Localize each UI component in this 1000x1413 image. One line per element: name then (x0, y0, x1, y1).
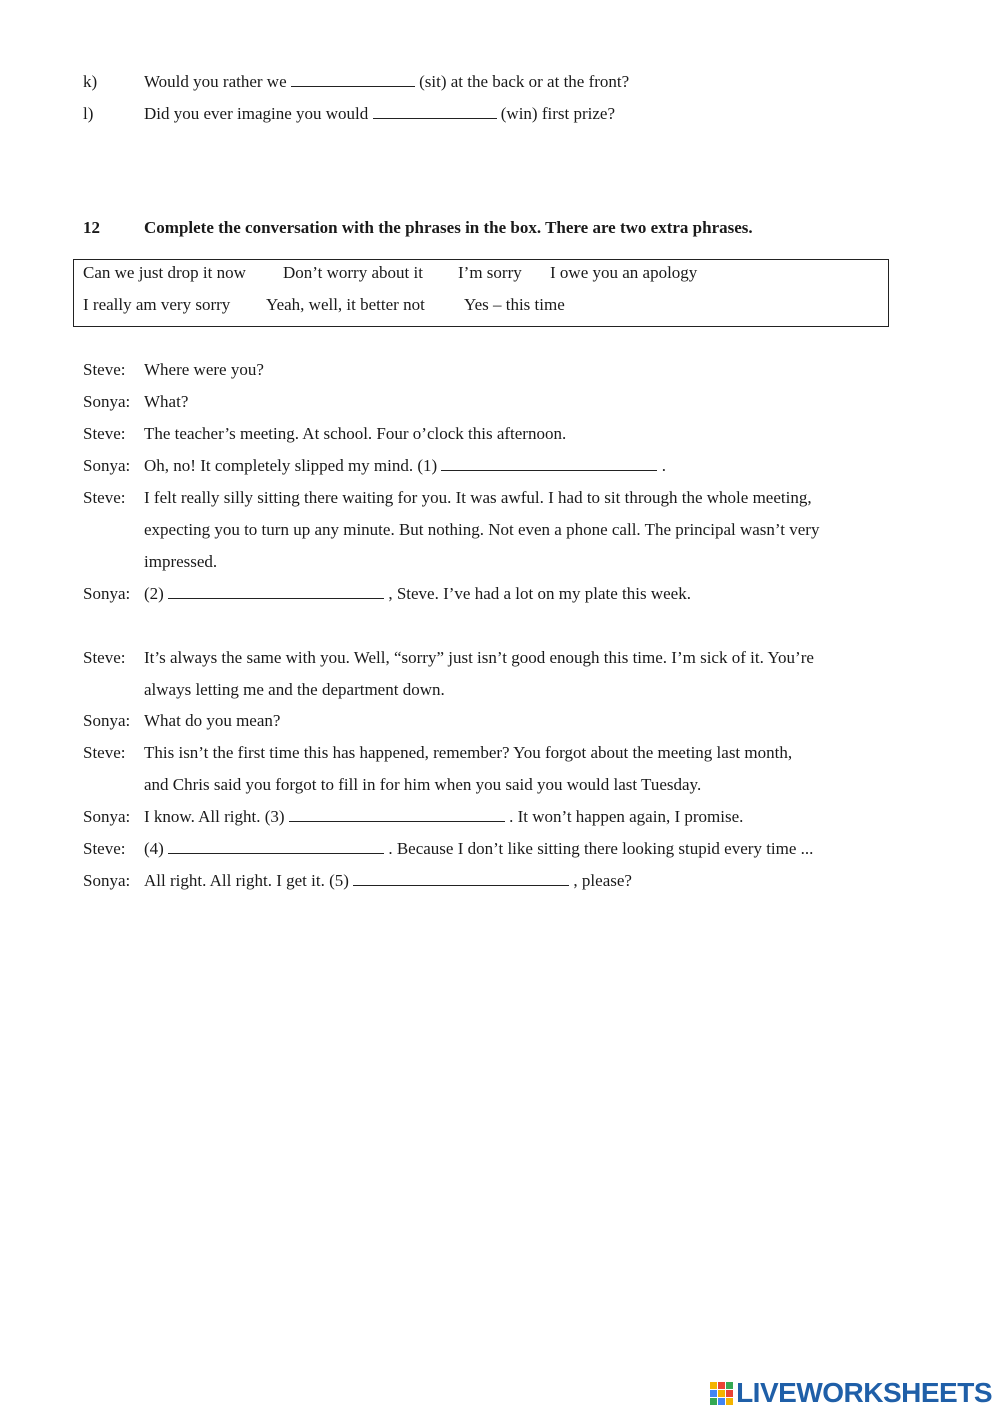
answer-blank[interactable] (373, 103, 497, 119)
logo-text: LIVEWORKSHEETS (736, 1377, 992, 1408)
phrase: Don’t worry about it (283, 263, 423, 282)
phrase: I owe you an apology (550, 263, 698, 282)
phrase: I’m sorry (458, 263, 522, 282)
dialogue-line (0, 709, 1000, 733)
answer-blank-5[interactable] (353, 870, 569, 886)
dialogue-text-after: . (661, 456, 666, 475)
item-label: l) (83, 104, 94, 123)
exercise-item-l (0, 102, 1000, 126)
dialogue-line (0, 486, 1000, 510)
dialogue-line-continued (0, 550, 1000, 574)
dialogue-text-after: , please? (573, 871, 632, 890)
dialogue-text: It’s always the same with you. Well, “sorry” just isn’t good enough this time. I’m sick of it. You’re (144, 648, 814, 667)
dialogue-text-before: Oh, no! It completely slipped my mind. (1) (144, 456, 438, 475)
speaker-name: Sonya: (83, 807, 131, 826)
speaker-name: Sonya: (83, 584, 131, 603)
dialogue-line-continued (0, 773, 1000, 797)
dialogue-text: What do you mean? (144, 711, 281, 730)
dialogue-line (0, 390, 1000, 414)
logo-grid-icon (710, 1382, 733, 1405)
dialogue-text-after: . Because I don’t like sitting there looking stupid every time ... (388, 839, 814, 858)
speaker-name: Sonya: (83, 711, 131, 730)
dialogue-line (0, 454, 1000, 478)
dialogue-text: always letting me and the department down. (144, 680, 445, 699)
liveworksheets-logo[interactable] (710, 1378, 992, 1408)
dialogue-line (0, 869, 1000, 893)
speaker-name: Steve: (83, 648, 126, 667)
exercise-heading (0, 216, 1000, 240)
dialogue-text-before: All right. All right. I get it. (5) (144, 871, 349, 890)
dialogue-text: Where were you? (144, 360, 264, 379)
dialogue-text-before: (4) (144, 839, 164, 858)
item-text-after: (win) first prize? (500, 104, 615, 123)
dialogue-text: This isn’t the first time this has happened, remember? You forgot about the meeting last month, (144, 743, 793, 762)
answer-blank-4[interactable] (168, 838, 384, 854)
item-text-before: Would you rather we (144, 72, 287, 91)
exercise-item-k (0, 70, 1000, 94)
dialogue-line (0, 582, 1000, 606)
dialogue-line-continued (0, 518, 1000, 542)
dialogue-line (0, 422, 1000, 446)
phrase: Yes – this time (464, 295, 565, 314)
answer-blank-3[interactable] (289, 806, 505, 822)
dialogue-line (0, 741, 1000, 765)
dialogue-line (0, 358, 1000, 382)
dialogue-text-before: I know. All right. (3) (144, 807, 285, 826)
speaker-name: Steve: (83, 360, 126, 379)
dialogue-line (0, 837, 1000, 861)
dialogue-text-after: , Steve. I’ve had a lot on my plate this week. (388, 584, 691, 603)
dialogue-line (0, 805, 1000, 829)
answer-blank-1[interactable] (441, 455, 657, 471)
item-text-before: Did you ever imagine you would (144, 104, 369, 123)
dialogue-text: The teacher’s meeting. At school. Four o’clock this afternoon. (144, 424, 567, 443)
speaker-name: Steve: (83, 743, 126, 762)
exercise-number: 12 (83, 218, 100, 237)
item-label: k) (83, 72, 98, 91)
speaker-name: Steve: (83, 839, 126, 858)
item-text-after: (sit) at the back or at the front? (419, 72, 630, 91)
dialogue-text-before: (2) (144, 584, 164, 603)
phrase: Can we just drop it now (83, 263, 246, 282)
dialogue-text: I felt really silly sitting there waiting for you. It was awful. I had to sit through the whole meeting, (144, 488, 812, 507)
dialogue-line (0, 646, 1000, 670)
speaker-name: Steve: (83, 488, 126, 507)
dialogue-line-continued (0, 678, 1000, 702)
dialogue-text: impressed. (144, 552, 218, 571)
speaker-name: Sonya: (83, 392, 131, 411)
speaker-name: Sonya: (83, 871, 131, 890)
dialogue-text: expecting you to turn up any minute. But nothing. Not even a phone call. The principal wasn’t very (144, 520, 820, 539)
speaker-name: Steve: (83, 424, 126, 443)
dialogue-text-after: . It won’t happen again, I promise. (509, 807, 744, 826)
exercise-instruction: Complete the conversation with the phrases in the box. There are two extra phrases. (144, 218, 753, 237)
answer-blank[interactable] (291, 71, 415, 87)
dialogue-text: What? (144, 392, 189, 411)
answer-blank-2[interactable] (168, 583, 384, 599)
speaker-name: Sonya: (83, 456, 131, 475)
dialogue-text: and Chris said you forgot to fill in for him when you said you would last Tuesday. (144, 775, 702, 794)
phrase: I really am very sorry (83, 295, 231, 314)
phrase: Yeah, well, it better not (266, 295, 425, 314)
